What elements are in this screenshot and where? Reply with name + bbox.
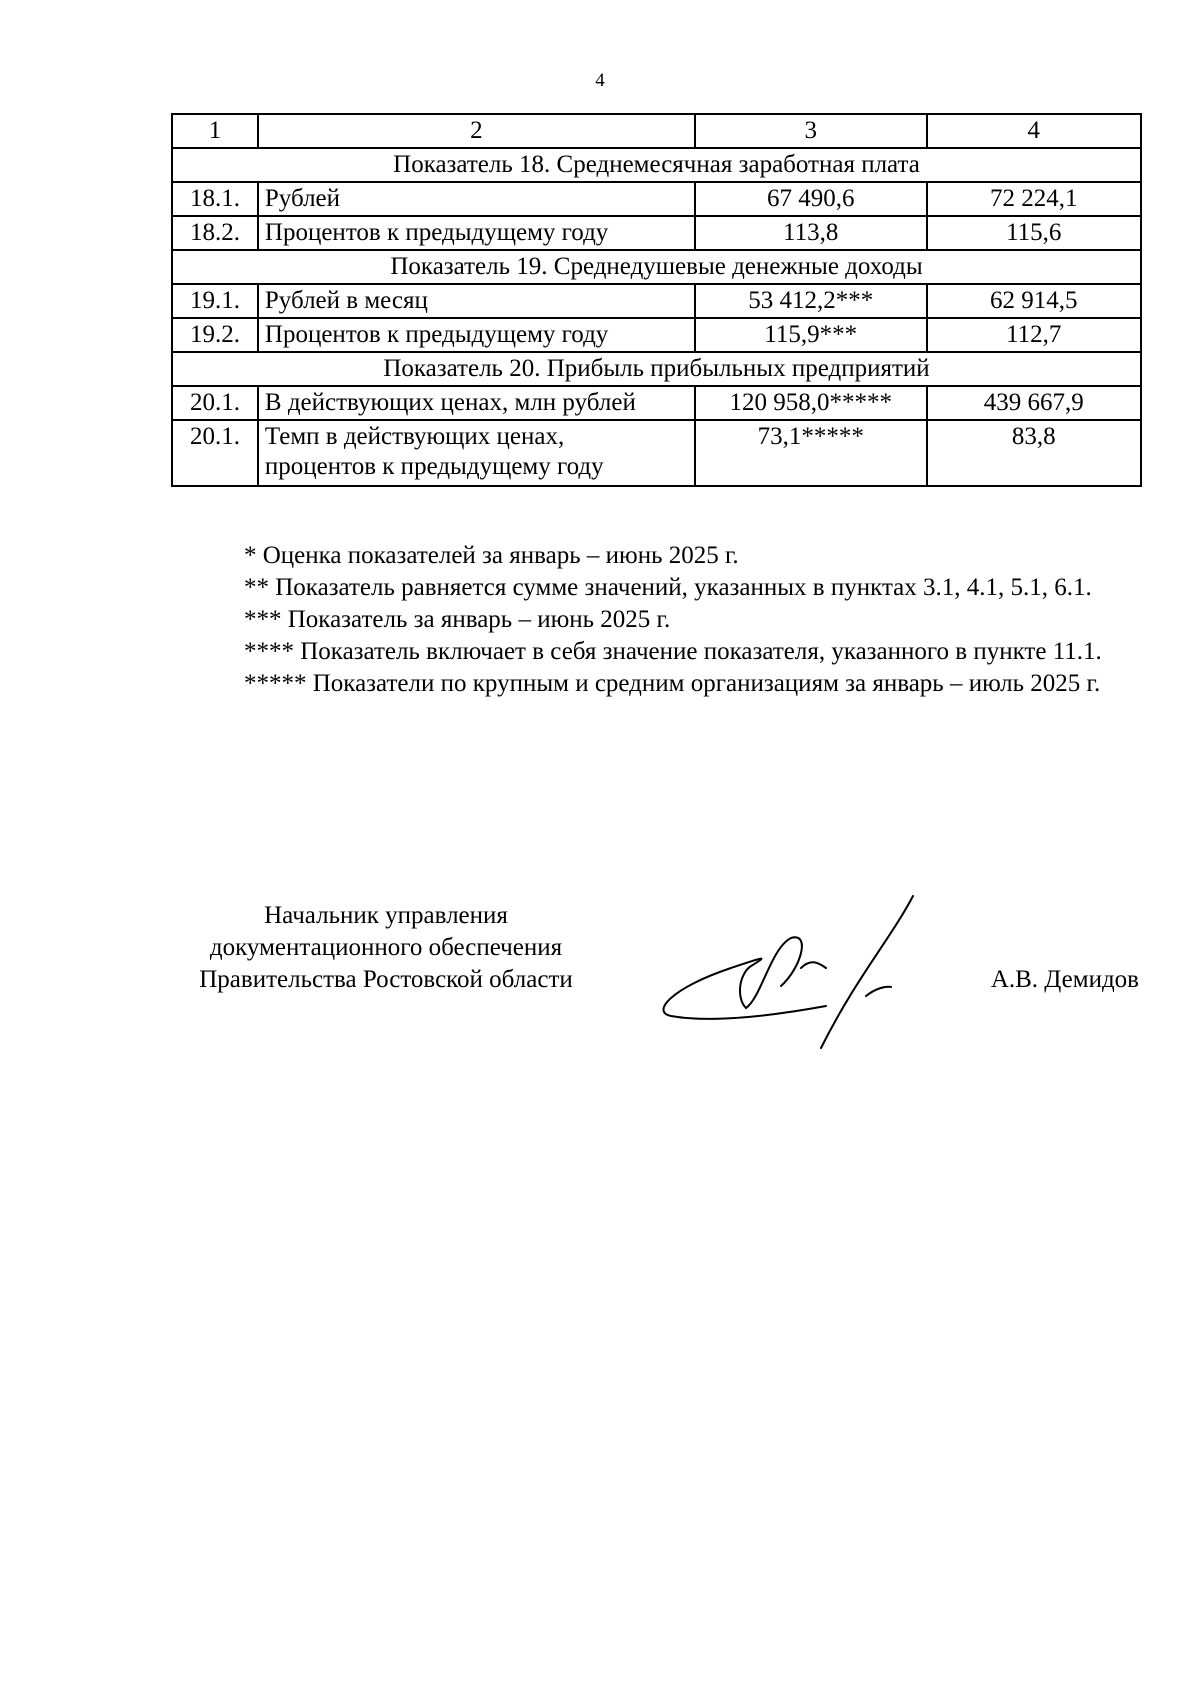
row-label-line: Темп в действующих ценах, bbox=[264, 423, 565, 450]
signature-block bbox=[171, 900, 1151, 1060]
footnote: ***** Показатели по крупным и средним организациям за январь – июль 2025 г. bbox=[244, 670, 1101, 697]
section-row bbox=[172, 148, 1141, 182]
footnote: *** Показатель за январь – июнь 2025 г. bbox=[244, 606, 671, 633]
position-line: Начальник управления bbox=[264, 902, 508, 929]
row-label bbox=[258, 420, 695, 486]
row-value-col3: 53 412,2*** bbox=[695, 284, 927, 318]
table-row bbox=[172, 284, 1141, 318]
table-row bbox=[172, 182, 1141, 216]
table-header-row bbox=[172, 114, 1141, 148]
row-value-col4: 72 224,1 bbox=[927, 182, 1141, 216]
row-label: Рублей bbox=[258, 182, 695, 216]
header-cell: 3 bbox=[695, 114, 927, 148]
row-value-col4: 115,6 bbox=[927, 216, 1141, 250]
row-index: 20.1. bbox=[172, 386, 258, 420]
footnote: ** Показатель равняется сумме значений, указанных в пунктах 3.1, 4.1, 5.1, 6.1. bbox=[244, 574, 1092, 601]
row-value-col4: 62 914,5 bbox=[927, 284, 1141, 318]
row-index: 18.1. bbox=[172, 182, 258, 216]
table-row bbox=[172, 318, 1141, 352]
footnotes bbox=[173, 540, 1143, 700]
row-index: 19.2. bbox=[172, 318, 258, 352]
header-cell: 4 bbox=[927, 114, 1141, 148]
position-line: Правительства Ростовской области bbox=[199, 966, 573, 993]
section-row bbox=[172, 352, 1141, 386]
row-value-col3: 115,9*** bbox=[695, 318, 927, 352]
section-title: Показатель 20. Прибыль прибыльных предприятий bbox=[172, 352, 1141, 386]
table-row bbox=[172, 420, 1141, 486]
row-value-col3: 113,8 bbox=[695, 216, 927, 250]
header-cell: 1 bbox=[172, 114, 258, 148]
header-cell: 2 bbox=[258, 114, 695, 148]
signer-position bbox=[171, 900, 601, 996]
section-row bbox=[172, 250, 1141, 284]
row-label: Процентов к предыдущему году bbox=[258, 216, 695, 250]
row-value-col3: 120 958,0***** bbox=[695, 386, 927, 420]
row-value-col4: 439 667,9 bbox=[927, 386, 1141, 420]
row-label: Процентов к предыдущему году bbox=[258, 318, 695, 352]
signer-name: А.В. Демидов bbox=[990, 966, 1139, 993]
row-value-col4: 83,8 bbox=[927, 420, 1141, 486]
row-value-col3: 67 490,6 bbox=[695, 182, 927, 216]
row-value-col3: 73,1***** bbox=[695, 420, 927, 486]
row-index: 20.1. bbox=[172, 420, 258, 486]
section-title: Показатель 18. Среднемесячная заработная плата bbox=[172, 148, 1141, 182]
page-number: 4 bbox=[595, 70, 605, 91]
footnote: * Оценка показателей за январь – июнь 2025 г. bbox=[244, 542, 739, 569]
table-row bbox=[172, 216, 1141, 250]
row-index: 18.2. bbox=[172, 216, 258, 250]
row-label: Рублей в месяц bbox=[258, 284, 695, 318]
handwritten-signature bbox=[651, 888, 941, 1058]
footnote: **** Показатель включает в себя значение показателя, указанного в пункте 11.1. bbox=[244, 638, 1102, 665]
table-row bbox=[172, 386, 1141, 420]
row-label: В действующих ценах, млн рублей bbox=[258, 386, 695, 420]
indicators-table bbox=[171, 113, 1142, 487]
section-title: Показатель 19. Среднедушевые денежные доходы bbox=[172, 250, 1141, 284]
row-value-col4: 112,7 bbox=[927, 318, 1141, 352]
row-index: 19.1. bbox=[172, 284, 258, 318]
position-line: документационного обеспечения bbox=[209, 934, 563, 961]
row-label-line: процентов к предыдущему году bbox=[264, 453, 604, 480]
